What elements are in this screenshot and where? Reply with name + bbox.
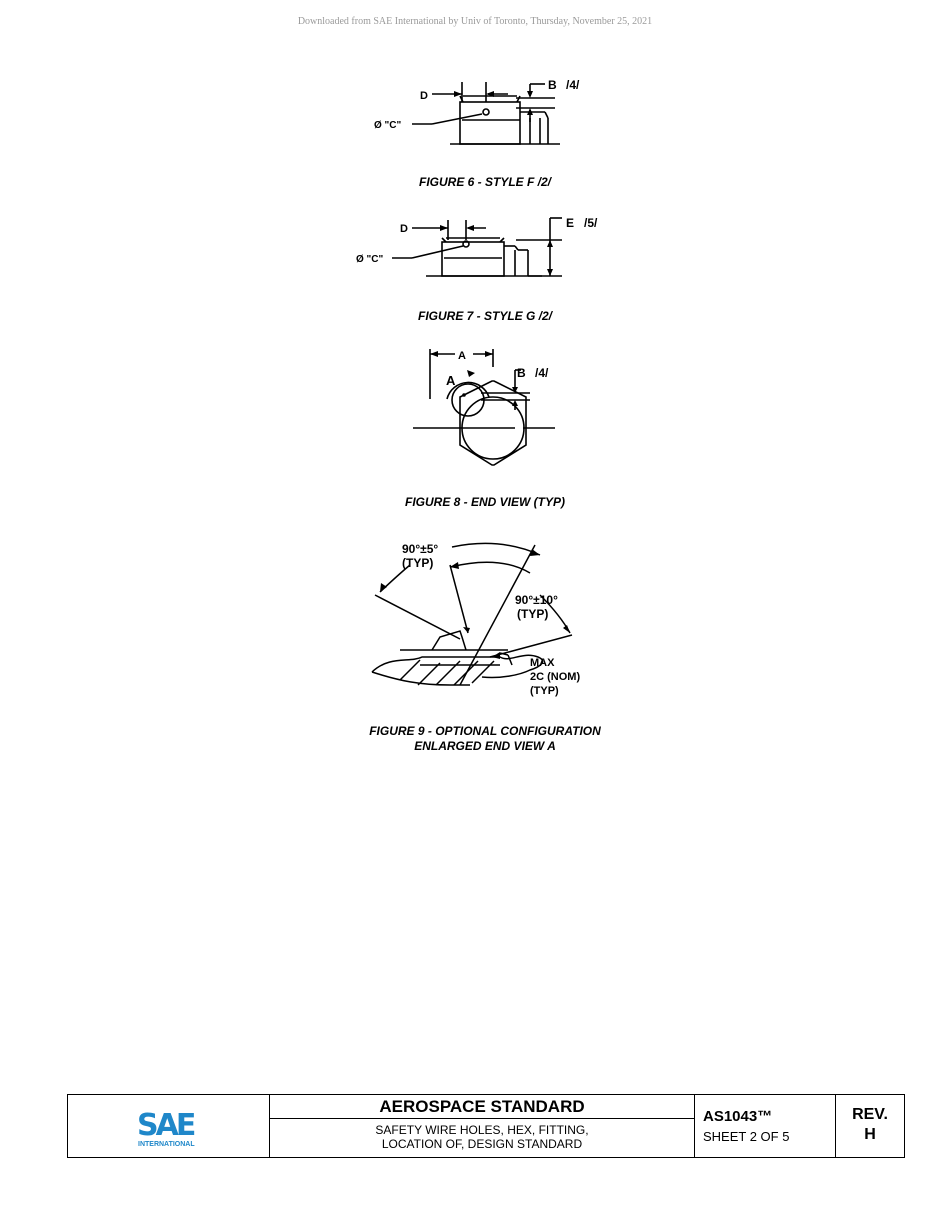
revision-cell	[836, 1095, 904, 1157]
figure-9-label-angle1: 90°±5°	[402, 542, 439, 556]
sae-logo	[68, 1095, 270, 1157]
download-notice: Downloaded from SAE International by Univ of Toronto, Thursday, November 25, 2021	[297, 16, 653, 27]
figure-7-label-e: E	[566, 216, 575, 230]
figure-6-caption: FIGURE 6 - STYLE F /2/	[418, 175, 552, 189]
title-cell	[270, 1095, 695, 1157]
title-block	[67, 1094, 905, 1158]
figure-9-label-max-2c: 2C (NOM)	[530, 671, 581, 683]
document-number-cell	[695, 1095, 836, 1157]
figure-9-label-max-typ: (TYP)	[530, 685, 559, 697]
revision	[836, 1105, 904, 1145]
figure-9-caption-line1: FIGURE 9 - OPTIONAL CONFIGURATION	[369, 724, 601, 738]
figure-9-label-angle2: 90°±10°	[515, 593, 558, 607]
figure-8-caption: FIGURE 8 - END VIEW (TYP)	[404, 495, 565, 509]
revision-label: REV.	[852, 1106, 888, 1123]
sae-logo-subtext: INTERNATIONAL	[138, 1141, 195, 1148]
figure-6-label-d: D	[420, 90, 428, 102]
figure-9-label-max: MAX	[530, 657, 555, 669]
sae-logo-text: SAE	[137, 1108, 194, 1143]
revision-value: H	[864, 1126, 876, 1143]
document-subtitle	[270, 1123, 694, 1151]
figure-7-label-e-note: /5/	[584, 216, 598, 230]
figure-9-caption-line2: ENLARGED END VIEW A	[414, 739, 556, 753]
sae-logo-mark	[136, 1105, 206, 1149]
figure-7-drawing	[350, 210, 630, 282]
figure-8-drawing	[405, 345, 575, 470]
subtitle-line-1: SAFETY WIRE HOLES, HEX, FITTING,	[375, 1123, 589, 1137]
figure-7-label-c: Ø "C"	[356, 254, 384, 265]
figure-6-label-b: B	[548, 78, 557, 92]
figure-7-caption: FIGURE 7 - STYLE G /2/	[417, 309, 553, 323]
figure-8-label-b: B	[517, 366, 526, 380]
subtitle-line-2: LOCATION OF, DESIGN STANDARD	[381, 1137, 583, 1151]
figure-9-label-angle1-typ: (TYP)	[402, 556, 434, 570]
document-number: AS1043™	[703, 1108, 773, 1125]
figure-7-label-d: D	[400, 223, 408, 235]
figure-8-label-b-note: /4/	[535, 366, 549, 380]
figure-6-label-c: Ø "C"	[374, 120, 402, 131]
sheet-number: SHEET 2 OF 5	[703, 1129, 790, 1144]
figure-6-label-b-note: /4/	[566, 78, 580, 92]
figure-9-drawing	[360, 535, 620, 700]
figure-6-drawing	[370, 72, 610, 150]
figure-8-label-a-dim: A	[458, 350, 466, 362]
figure-8-label-a-view: A	[446, 373, 456, 388]
figure-9-label-angle2-typ: (TYP)	[517, 607, 549, 621]
standard-type: AEROSPACE STANDARD	[270, 1095, 694, 1119]
